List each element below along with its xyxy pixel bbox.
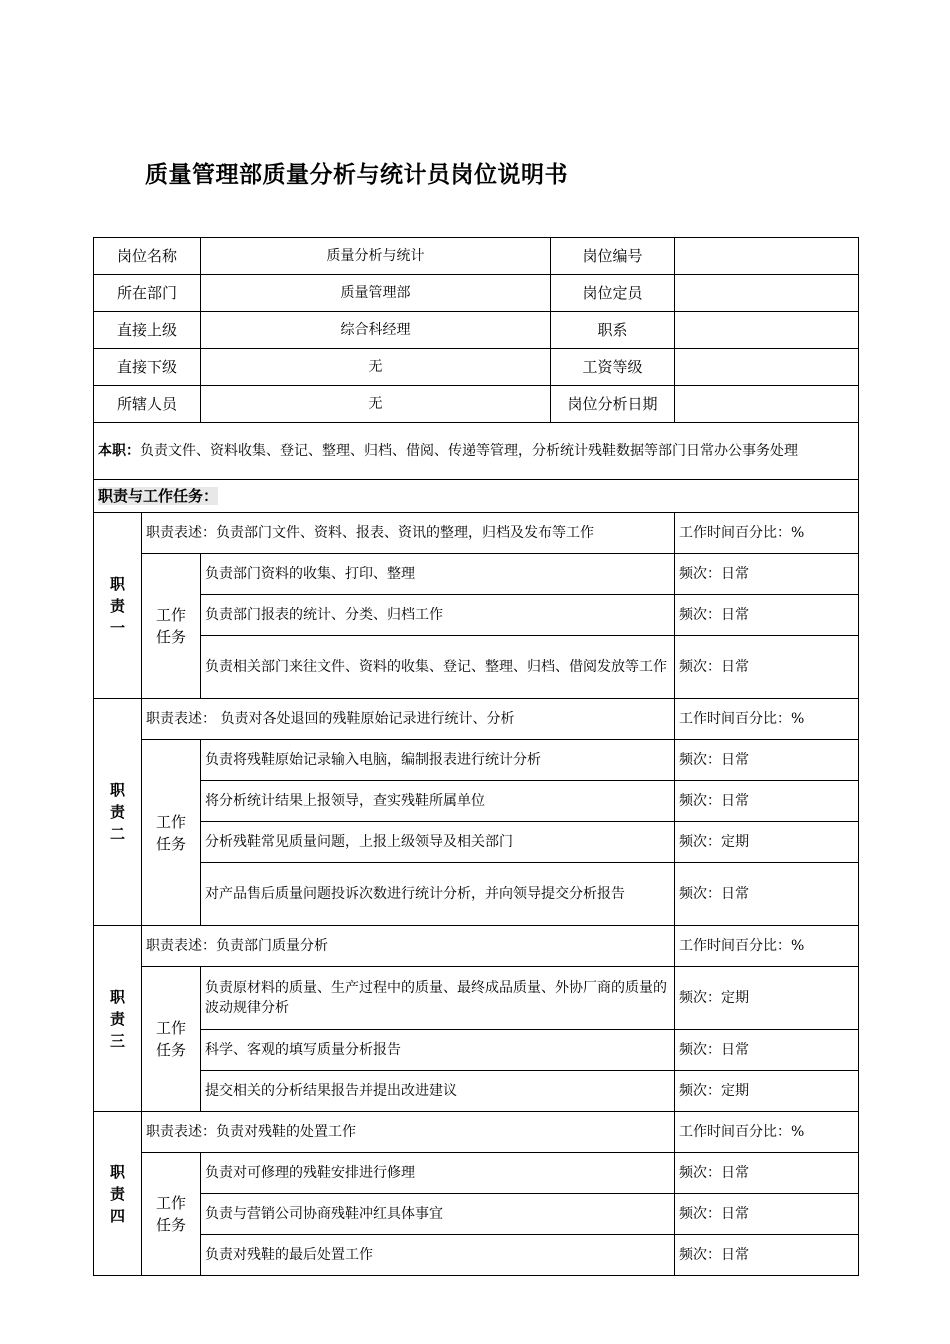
- info-label: 所在部门: [94, 275, 201, 312]
- task-row: [94, 781, 859, 822]
- task-text: 提交相关的分析结果报告并提出改进建议: [201, 1071, 675, 1112]
- duty-label-char: 责: [109, 803, 125, 821]
- info-value: [675, 349, 859, 386]
- info-value: 无: [201, 386, 551, 423]
- duty-label-char: 职: [109, 1162, 125, 1181]
- task-text: 负责部门资料的收集、打印、整理: [201, 554, 675, 595]
- info-value: 无: [201, 349, 551, 386]
- duty-label-char: 责: [109, 596, 125, 615]
- task-text: 负责原材料的质量、生产过程中的质量、最终成品质量、外协厂商的质量的波动规律分析: [201, 967, 675, 1030]
- task-row: [94, 740, 859, 781]
- duty-label: [94, 926, 142, 1112]
- duty-label-char: 四: [109, 1206, 125, 1225]
- info-label: 所辖人员: [94, 386, 201, 423]
- task-row: [94, 1071, 859, 1112]
- info-label: 直接下级: [94, 349, 201, 386]
- info-value: [675, 238, 859, 275]
- task-frequency: 频次：定期: [675, 1071, 859, 1112]
- task-frequency: 频次：日常: [675, 740, 859, 781]
- duty-label: [94, 699, 142, 926]
- duties-header-row: [94, 480, 859, 513]
- task-row: [94, 1030, 859, 1071]
- page-title: 质量管理部质量分析与统计员岗位说明书: [145, 162, 568, 188]
- info-value: 质量管理部: [201, 275, 551, 312]
- task-row: [94, 1235, 859, 1276]
- task-frequency: 频次：日常: [675, 1194, 859, 1235]
- info-label: 直接上级: [94, 312, 201, 349]
- info-row: [94, 386, 859, 423]
- task-frequency: 频次：日常: [675, 595, 859, 636]
- task-label: [142, 1153, 201, 1276]
- task-frequency: 频次：日常: [675, 781, 859, 822]
- task-frequency: 频次：日常: [675, 863, 859, 926]
- task-row: [94, 863, 859, 926]
- duty-label: [94, 1112, 142, 1276]
- duties-header: 职责与工作任务：: [98, 487, 219, 505]
- duty-label-char: 职: [109, 781, 125, 799]
- duty-label-char: 职: [109, 574, 125, 593]
- task-text: 负责将残鞋原始记录输入电脑，编制报表进行统计分析: [201, 740, 675, 781]
- task-label-text: 工作任务: [155, 812, 186, 853]
- info-value: 质量分析与统计: [201, 238, 551, 275]
- duty-description: 职责表述： 负责对各处退回的残鞋原始记录进行统计、分析: [142, 699, 675, 740]
- info-value: [675, 275, 859, 312]
- duty-description: 职责表述：负责部门文件、资料、报表、资讯的整理，归档及发布等工作: [142, 513, 675, 554]
- info-value: [675, 386, 859, 423]
- duty-description: 职责表述：负责对残鞋的处置工作: [142, 1112, 675, 1153]
- task-row: [94, 595, 859, 636]
- duty-label-char: 责: [109, 1009, 125, 1028]
- work-time-percent: 工作时间百分比：%: [675, 699, 859, 740]
- work-time-percent: 工作时间百分比：%: [675, 1112, 859, 1153]
- duty-label-char: 职: [109, 987, 125, 1006]
- task-text: 将分析统计结果上报领导，查实残鞋所属单位: [201, 781, 675, 822]
- task-label-text: 工作任务: [155, 606, 186, 646]
- task-label: [142, 740, 201, 926]
- task-frequency: 频次：定期: [675, 967, 859, 1030]
- task-frequency: 频次：日常: [675, 1153, 859, 1194]
- task-frequency: 频次：定期: [675, 822, 859, 863]
- task-text: 负责部门报表的统计、分类、归档工作: [201, 595, 675, 636]
- job-description-table: [93, 237, 859, 1276]
- task-row: [94, 1194, 859, 1235]
- task-label: [142, 967, 201, 1112]
- task-text: 负责与营销公司协商残鞋冲红具体事宜: [201, 1194, 675, 1235]
- task-row: [94, 822, 859, 863]
- task-text: 负责对可修理的残鞋安排进行修理: [201, 1153, 675, 1194]
- info-value: [675, 312, 859, 349]
- task-row: [94, 967, 859, 1030]
- info-label: 职系: [551, 312, 675, 349]
- task-text: 对产品售后质量问题投诉次数进行统计分析，并向领导提交分析报告: [201, 863, 675, 926]
- task-label-text: 工作任务: [155, 1194, 186, 1234]
- duty-desc-row: [94, 699, 859, 740]
- duty-desc-row: [94, 926, 859, 967]
- summary-label: 本职：: [98, 442, 140, 459]
- info-label: 岗位分析日期: [551, 386, 675, 423]
- task-row: [94, 636, 859, 699]
- task-label-text: 工作任务: [155, 1019, 186, 1059]
- task-text: 分析残鞋常见质量问题，上报上级领导及相关部门: [201, 822, 675, 863]
- task-label: [142, 554, 201, 699]
- summary-text: 负责文件、资料收集、登记、整理、归档、借阅、传递等管理，分析统计残鞋数据等部门日常办公事务处理: [140, 442, 798, 459]
- info-label: 岗位名称: [94, 238, 201, 275]
- duty-label-char: 二: [109, 825, 125, 843]
- task-frequency: 频次：日常: [675, 636, 859, 699]
- duty-label-char: 三: [109, 1031, 125, 1050]
- work-time-percent: 工作时间百分比：%: [675, 513, 859, 554]
- duty-desc-row: [94, 513, 859, 554]
- info-value: 综合科经理: [201, 312, 551, 349]
- task-text: 负责对残鞋的最后处置工作: [201, 1235, 675, 1276]
- duty-desc-row: [94, 1112, 859, 1153]
- summary-row: [94, 423, 859, 480]
- duty-description: 职责表述：负责部门质量分析: [142, 926, 675, 967]
- work-time-percent: 工作时间百分比：%: [675, 926, 859, 967]
- info-row: [94, 312, 859, 349]
- info-row: [94, 275, 859, 312]
- info-label: 工资等级: [551, 349, 675, 386]
- info-row: [94, 349, 859, 386]
- info-row: [94, 238, 859, 275]
- duty-label-char: 一: [109, 618, 125, 637]
- task-text: 负责相关部门来往文件、资料的收集、登记、整理、归档、借阅发放等工作: [201, 636, 675, 699]
- task-frequency: 频次：日常: [675, 554, 859, 595]
- duty-label: [94, 513, 142, 699]
- info-label: 岗位编号: [551, 238, 675, 275]
- task-row: [94, 554, 859, 595]
- task-frequency: 频次：日常: [675, 1235, 859, 1276]
- task-frequency: 频次：日常: [675, 1030, 859, 1071]
- duty-label-char: 责: [109, 1184, 125, 1203]
- task-text: 科学、客观的填写质量分析报告: [201, 1030, 675, 1071]
- info-label: 岗位定员: [551, 275, 675, 312]
- task-row: [94, 1153, 859, 1194]
